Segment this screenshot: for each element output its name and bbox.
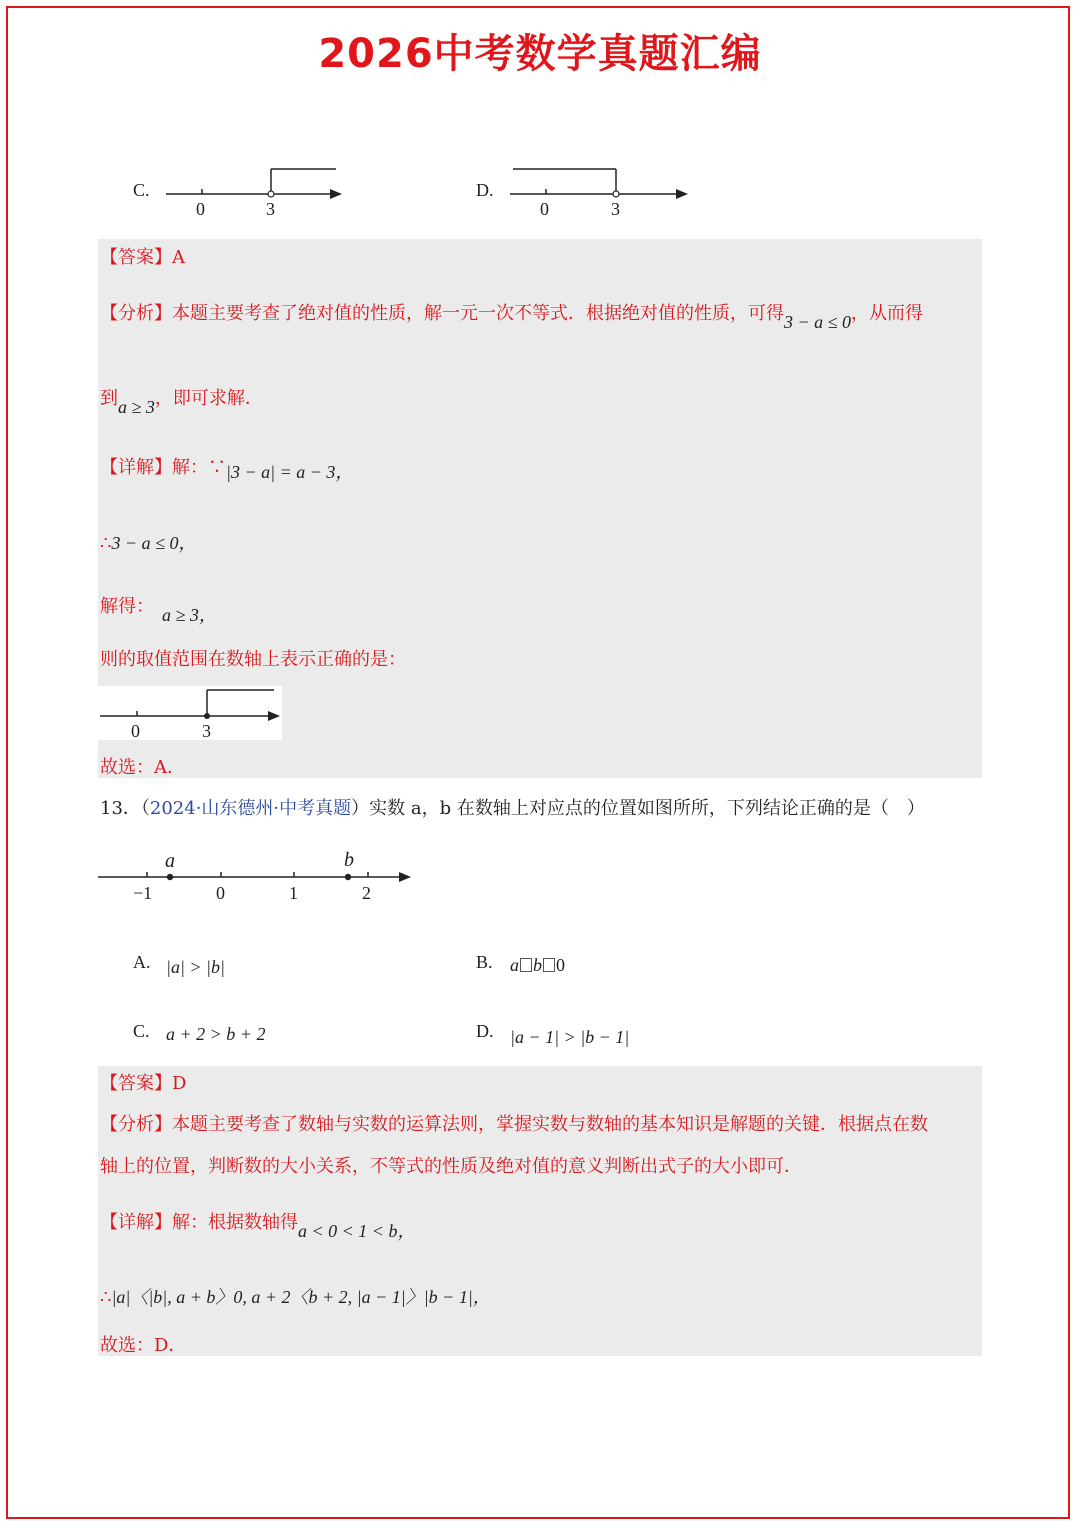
q13-source-close: ）: [351, 798, 370, 819]
option-b-var-a: a: [510, 955, 519, 975]
q13-therefore-line: [100, 1288, 491, 1307]
therefore-expression: 3 − a ≤ 0，: [111, 533, 197, 553]
missing-glyph-icon: [543, 958, 555, 972]
point-a-label: a: [165, 850, 175, 872]
option-c-label: C.: [133, 180, 150, 200]
tick-zero: 0: [216, 883, 225, 903]
q13-option-b-expression: [510, 955, 565, 976]
fig-tick-zero: 0: [131, 721, 140, 741]
q13-option-d-label: D.: [476, 1021, 494, 1041]
analysis-tail: ，从而得: [851, 303, 924, 324]
q13-number: 13．: [100, 798, 141, 819]
option-d-label: D.: [476, 180, 494, 200]
option-d-tick-zero: 0: [540, 199, 549, 219]
detail-tag: 【详解】: [100, 1212, 172, 1233]
answer-value: D: [172, 1073, 187, 1094]
analysis-expression-2: a ≥ 3: [118, 397, 155, 417]
q12-range-text: 则的取值范围在数轴上表示正确的是：: [100, 649, 406, 670]
detail-lead: 解：∵: [172, 457, 226, 478]
q12-choose-text: 故选：A．: [100, 757, 185, 778]
therefore-expression: |a|〈|b|, a + b〉0, a + 2〈b + 2, |a − 1|〉|b − 1|，: [111, 1287, 491, 1307]
option-b-zero: 0: [556, 955, 565, 975]
analysis-tag: 【分析】: [100, 1114, 172, 1135]
detail-text: 解：根据数轴得: [172, 1212, 298, 1233]
detail-tag: 【详解】: [100, 457, 172, 478]
point-b-label: b: [344, 849, 354, 871]
option-d-tick-three: 3: [611, 199, 620, 219]
q13-source: 2024·山东德州·中考真题: [149, 798, 352, 819]
answer-value: A: [172, 247, 185, 268]
analysis-expression: 3 − a ≤ 0: [784, 312, 852, 332]
therefore-mark: ∴: [100, 533, 112, 554]
therefore-mark: ∴: [100, 1287, 112, 1308]
tick-minus-one: −1: [133, 883, 153, 903]
detail-expression: a < 0 < 1 < b，: [298, 1221, 416, 1241]
analysis-text: 本题主要考查了绝对值的性质，解一元一次不等式．根据绝对值的性质，可得: [172, 303, 784, 324]
q13-option-a-expression: |a| > |b|: [166, 957, 225, 977]
fig-tick-three: 3: [202, 721, 211, 741]
point-a-marker: [167, 874, 173, 880]
missing-glyph-icon: [520, 958, 532, 972]
analysis-tag: 【分析】: [100, 303, 172, 324]
q13-analysis-line2: 轴上的位置，判断数的大小关系，不等式的性质及绝对值的意义判断出式子的大小即可．: [100, 1156, 802, 1177]
detail-expression: |3 − a| = a − 3，: [226, 462, 354, 482]
q13-choose-text: 故选：D．: [100, 1335, 187, 1356]
answer-tag: 【答案】: [100, 1073, 172, 1094]
option-b-var-b: b: [533, 955, 542, 975]
q13-option-b-label: B.: [476, 952, 493, 972]
q13-analysis-line1: [100, 1116, 928, 1134]
tick-one: 1: [289, 883, 298, 903]
q13-detail-line: [100, 1212, 416, 1241]
q13-option-d-expression: |a − 1| > |b − 1|: [510, 1027, 630, 1047]
q13-option-c-expression: a + 2 > b + 2: [166, 1024, 266, 1044]
q13-source-open: （: [140, 798, 150, 819]
solve-label: 解得：: [100, 596, 154, 617]
tick-two: 2: [362, 883, 371, 903]
analysis-line2-end: ，即可求解．: [154, 388, 263, 409]
option-c-tick-three: 3: [266, 199, 275, 219]
q13-stem-text: 实数 a，b 在数轴上对应点的位置如图所所，下列结论正确的是（ ）: [369, 798, 925, 819]
q13-option-a-label: A.: [133, 952, 151, 972]
q13-solution-box: [98, 1066, 982, 1356]
answer-tag: 【答案】: [100, 247, 172, 268]
point-b-marker: [345, 874, 351, 880]
analysis-text: 本题主要考查了数轴与实数的运算法则，掌握实数与数轴的基本知识是解题的关键．根据点在数: [172, 1114, 928, 1135]
analysis-line2-start: 到: [100, 388, 118, 409]
solve-expression: a ≥ 3，: [162, 605, 217, 625]
option-c-tick-zero: 0: [196, 199, 205, 219]
q13-option-c-label: C.: [133, 1021, 150, 1041]
q13-answer: [100, 1075, 186, 1093]
page-title: 2026中考数学真题汇编: [318, 31, 762, 77]
